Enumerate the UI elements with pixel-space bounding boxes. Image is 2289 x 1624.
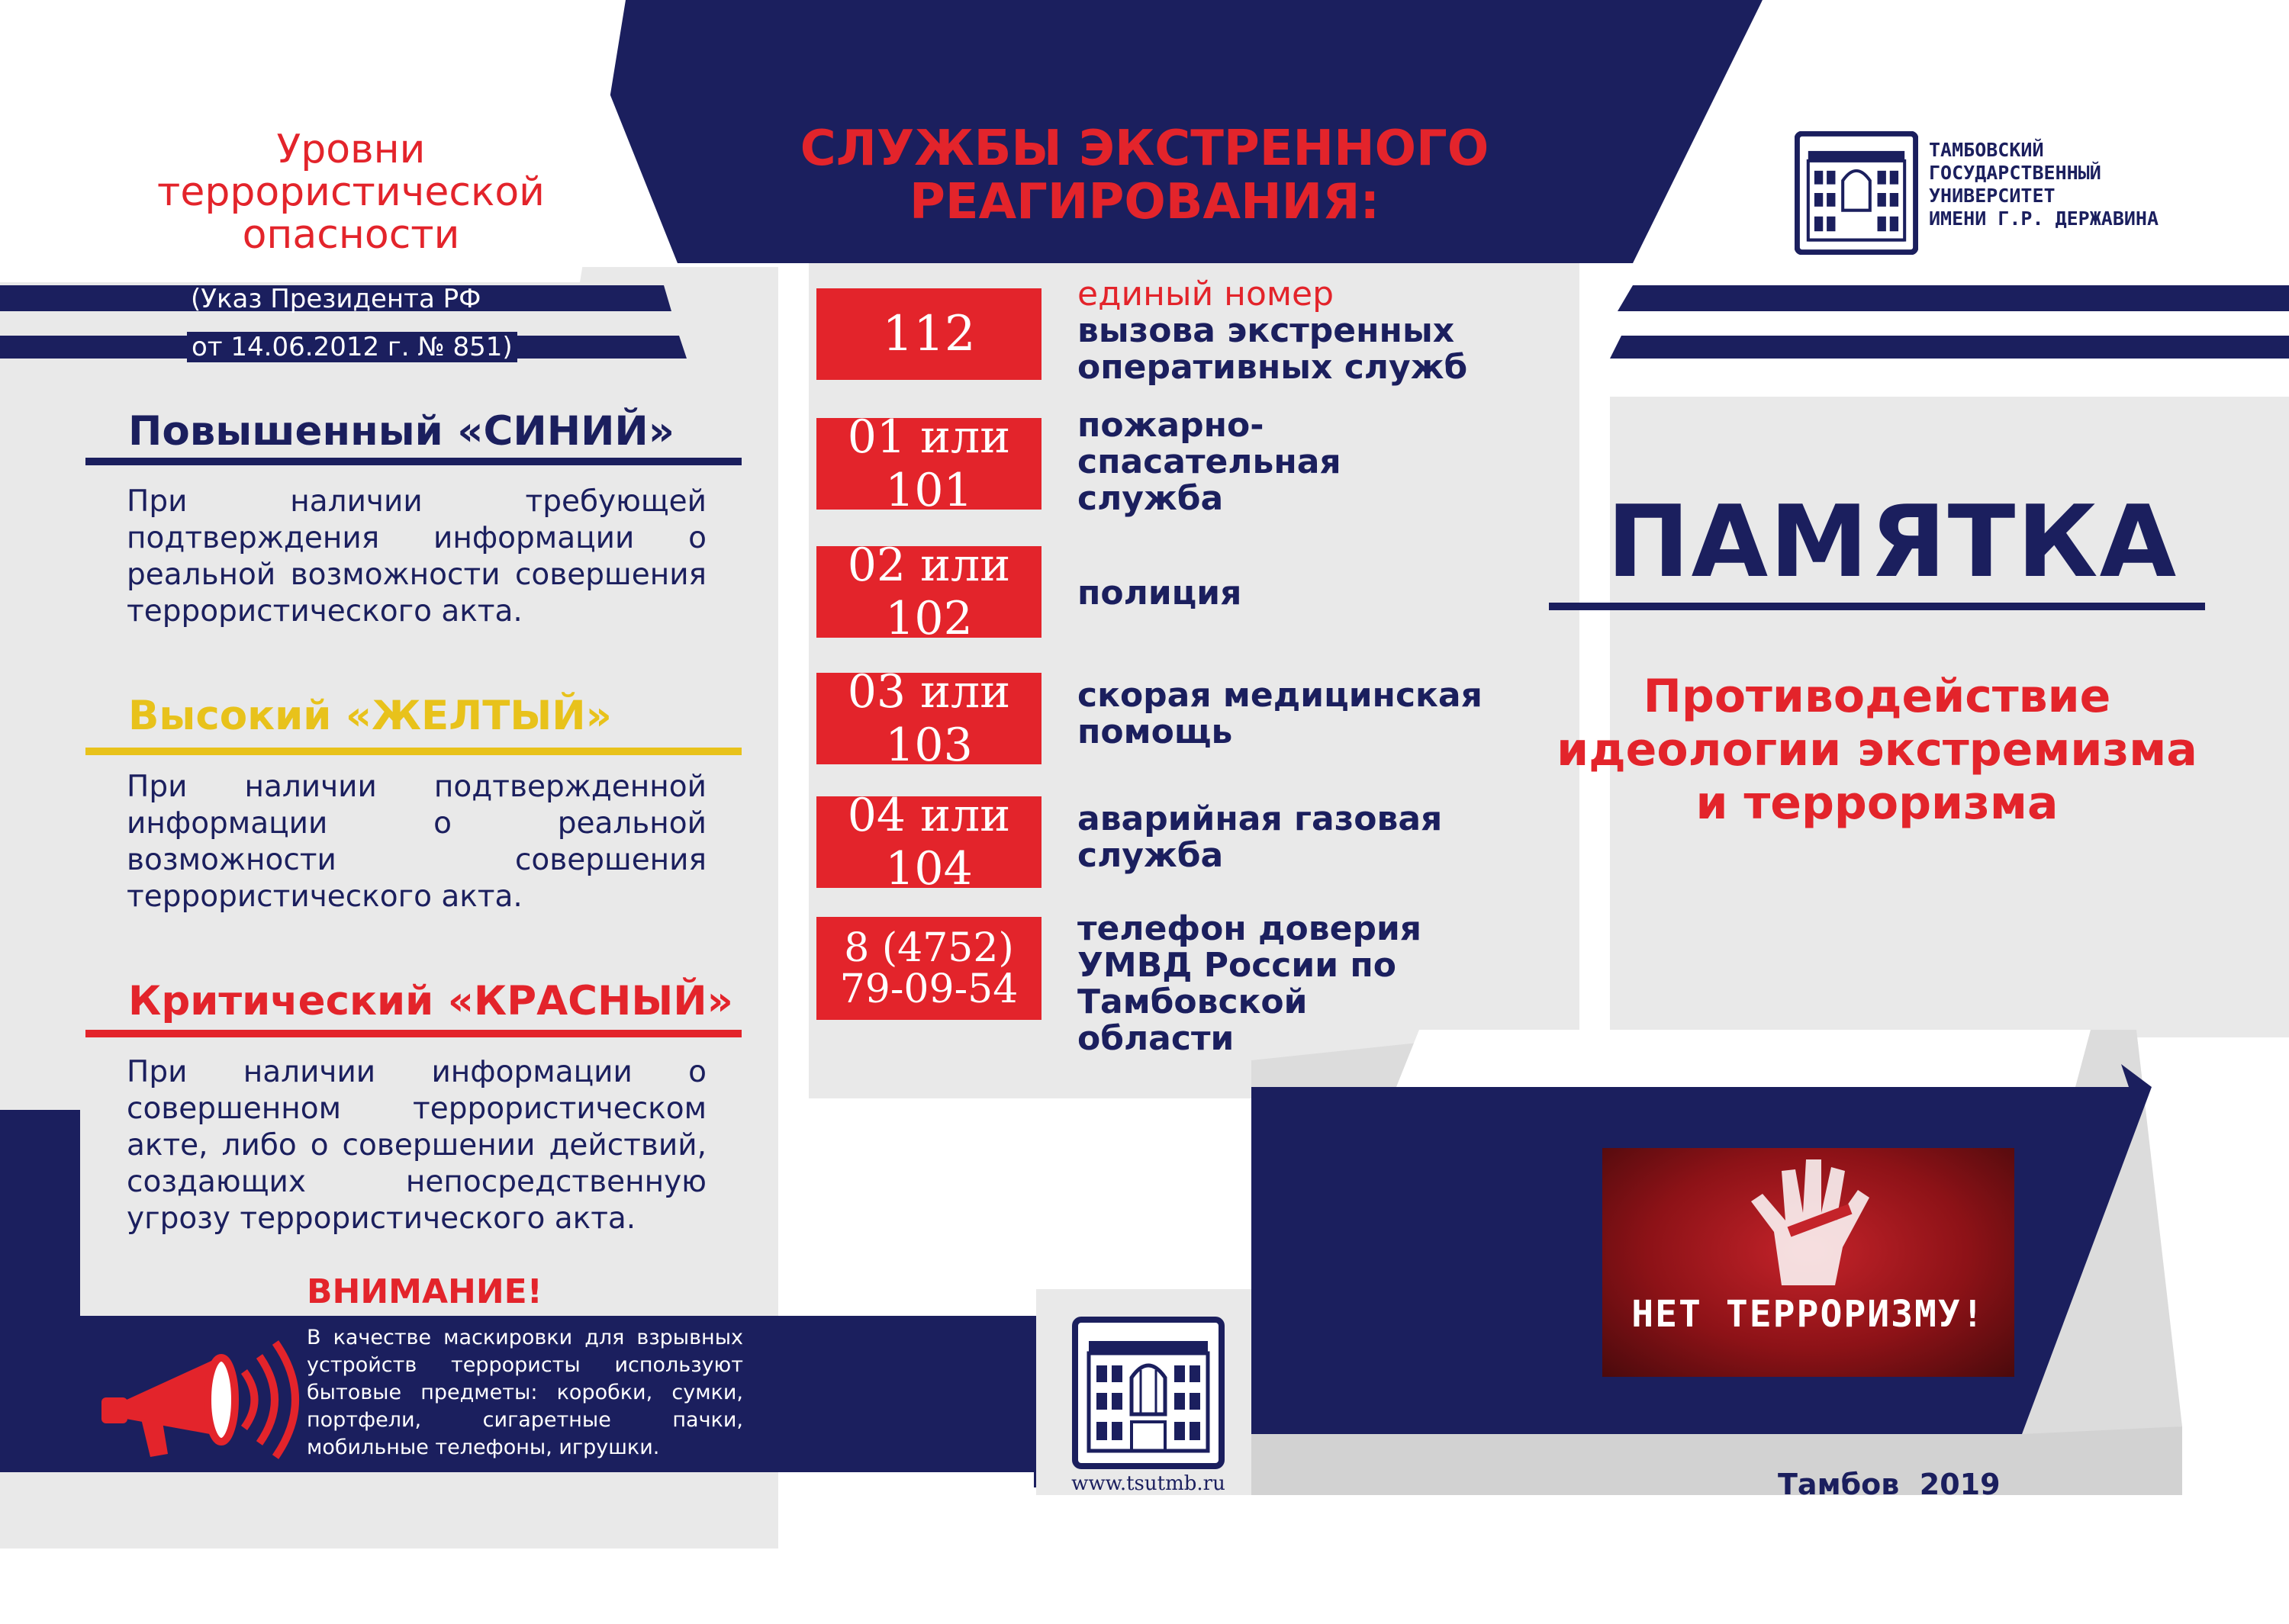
level-blue-underline [85,458,742,465]
university-name [1929,139,2159,230]
university-name-line-3: УНИВЕРСИТЕТ [1929,185,2056,207]
trust-number-line-1: 8 (4752) [844,925,1014,971]
service-fire-label: пожарно-спасательная служба [1077,406,1341,518]
hand-icon [1736,1148,1888,1293]
university-logo-icon [1795,131,1918,255]
decree-line-1: (Указ Президента РФ [191,284,481,314]
level-red-title: Критический «КРАСНЫЙ» [128,978,733,1024]
memo-title: ПАМЯТКА [1606,484,2178,600]
service-gas-label: аварийная газовая служба [1077,799,1443,875]
university-name-line-4: ИМЕНИ Г.Р. ДЕРЖАВИНА [1929,207,2159,230]
service-number-gas: 04 или 104 [816,796,1041,888]
decree-line-2: от 14.06.2012 г. № 851) [187,332,517,362]
services-title-line-1: СЛУЖБЫ ЭКСТРЕННОГО [800,121,1489,177]
trust-number-line-2: 79-09-54 [839,966,1019,1012]
service-number-fire: 01 или 101 [816,418,1041,510]
website-link[interactable]: www.tsutmb.ru [1071,1472,1225,1495]
memo-subtitle-line-1: Противодействие [1643,670,2111,723]
levels-title [122,128,580,256]
level-yellow-underline [85,748,742,755]
level-yellow-text: При наличии подтвержденной информации о реальной возможности совершения террористического акта. [127,770,707,914]
services-title [755,122,1534,229]
no-terrorism-caption: НЕТ ТЕРРОРИЗМУ! [1631,1293,1985,1336]
level-red-text: При наличии информации о совершенном террористическом акте, либо о совершении действий, создающих непосредственную угрозу террористического акта. [127,1055,707,1236]
service-trust-label: телефон доверия УМВД России по Тамбовской области [1077,909,1422,1058]
services-title-line-2: РЕАГИРОВАНИЯ: [909,174,1380,230]
memo-title-underline [1549,603,2205,610]
service-number-112: 112 [816,288,1041,380]
megaphone-icon [95,1327,301,1465]
university-building-icon [1072,1317,1225,1469]
service-112-red-label: единый номер [1077,275,1334,314]
levels-title-line-2: террористической [157,169,545,215]
level-yellow-title: Высокий «ЖЕЛТЫЙ» [128,693,612,739]
memo-subtitle [1549,670,2205,830]
service-ambulance-label: скорая медицинская помощь [1077,676,1483,751]
university-name-line-1: ТАМБОВСКИЙ [1929,139,2044,161]
memo-subtitle-line-3: и терроризма [1695,777,2059,830]
levels-title-line-3: опасности [242,212,460,258]
service-112-label [1077,276,1505,386]
university-name-line-2: ГОСУДАРСТВЕННЫЙ [1929,162,2101,184]
level-red-underline [85,1030,742,1037]
no-terrorism-image [1602,1148,2014,1377]
service-number-police: 02 или 102 [816,546,1041,638]
memo-subtitle-line-2: идеологии экстремизма [1557,723,2197,777]
service-number-ambulance: 03 или 103 [816,673,1041,764]
service-police-label: полиция [1077,574,1242,613]
service-112-text: вызова экстренных оперативных служб [1077,311,1468,387]
footer-city-year: Тамбов 2019 [1778,1468,2001,1501]
service-number-trust [816,917,1041,1020]
levels-title-line-1: Уровни [276,127,426,172]
level-blue-title: Повышенный «СИНИЙ» [128,408,675,455]
warning-text: В качестве маскировки для взрывных устройств террористы используют бытовые предметы: коробки, сумки, портфели, сигаретные пачки, мобильные телефоны, игрушки. [307,1326,743,1459]
level-blue-text: При наличии требующей подтверждения информации о реальной возможности совершения террористического акта. [127,484,707,629]
warning-title: ВНИМАНИЕ! [307,1272,542,1311]
